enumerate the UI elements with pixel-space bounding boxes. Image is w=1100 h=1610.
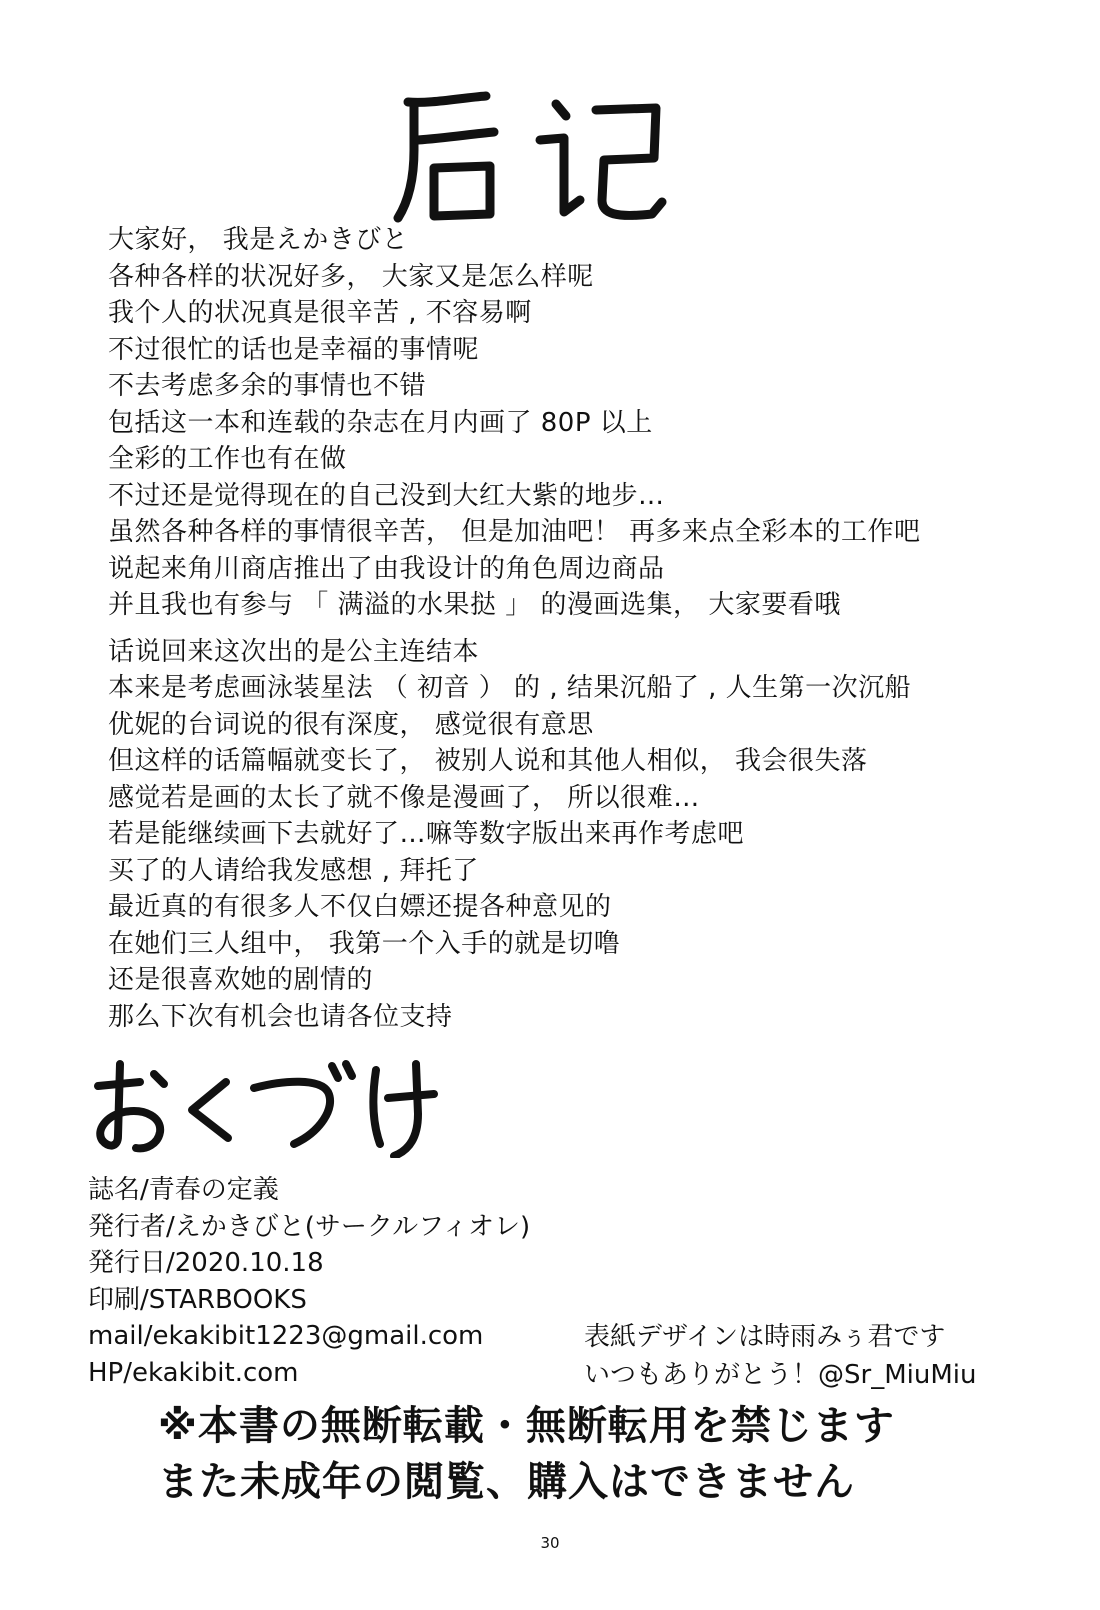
body-line: 那么下次有机会也请各位支持 xyxy=(108,1001,453,1032)
body-line: 全彩的工作也有在做 xyxy=(108,444,347,474)
body-line: 若是能继续画下去就好了…嘛等数字版出来再作考虑吧 xyxy=(108,819,745,849)
body-line: 说起来角川商店推出了由我设计的角色周边商品 xyxy=(108,553,665,584)
notice-age-restriction: また未成年の閲覧、購入はできません xyxy=(158,1459,855,1505)
body-line: 不过还是觉得现在的自己没到大红大紫的地步… xyxy=(108,480,665,511)
colophon-title: 誌名/青春の定義 xyxy=(88,1175,279,1205)
body-line: 话说回来这次出的是公主连结本 xyxy=(108,636,480,667)
cover-credit xyxy=(584,1318,976,1394)
body-line: 优妮的台词说的很有深度， 感觉很有意思 xyxy=(108,709,594,740)
colophon xyxy=(88,1172,530,1391)
body-line: 不去考虑多余的事情也不错 xyxy=(108,371,427,401)
cover-credit-thanks: いつもありがとう！@Sr_MiuMiu xyxy=(584,1360,977,1390)
body-line: 还是很喜欢她的剧情的 xyxy=(108,965,374,995)
body-line: 各种各样的状况好多， 大家又是怎么样呢 xyxy=(108,261,594,292)
afterword-body xyxy=(108,222,1028,1035)
colophon-printer: 印刷/STARBOOKS xyxy=(88,1284,307,1315)
body-line: 不过很忙的话也是幸福的事情呢 xyxy=(108,334,480,365)
body-line: 并且我也有参与 「 满溢的水果挞 」 的漫画选集， 大家要看哦 xyxy=(108,590,841,620)
okuzuke-heading xyxy=(88,1052,438,1158)
body-line: 虽然各种各样的事情很辛苦， 但是加油吧！ 再多来点全彩本的工作吧 xyxy=(108,517,921,547)
afterword-paragraph-2 xyxy=(108,634,1028,1036)
colophon-homepage: HP/ekakibit.com xyxy=(88,1357,299,1388)
body-line: 我个人的状况真是很辛苦 , 不容易啊 xyxy=(108,298,532,328)
body-line: 但这样的话篇幅就变长了， 被别人说和其他人相似， 我会很失落 xyxy=(108,746,868,776)
body-line: 感觉若是画的太长了就不像是漫画了， 所以很难… xyxy=(108,782,700,813)
notice-no-reproduction: ※本書の無断転載・無断転用を禁じます xyxy=(158,1403,895,1449)
body-line: 最近真的有很多人不仅白嫖还提各种意见的 xyxy=(108,892,612,922)
copyright-notice xyxy=(158,1398,895,1510)
colophon-date: 発行日/2020.10.18 xyxy=(88,1248,324,1278)
body-line: 本来是考虑画泳装星法 （ 初音 ） 的 , 结果沉船了 , 人生第一次沉船 xyxy=(108,673,912,703)
okuzuke-handwritten-art xyxy=(88,1052,438,1158)
body-line: 大家好， 我是えかきびと xyxy=(108,225,409,255)
cover-credit-line: 表紙デザインは時雨みぅ君です xyxy=(584,1322,946,1352)
page-number: 30 xyxy=(540,1534,560,1552)
title-handwritten-art xyxy=(390,90,690,230)
colophon-publisher: 発行者/えかきびと(サークルフィオレ) xyxy=(88,1211,531,1242)
page-title xyxy=(390,90,690,230)
body-line: 包括这一本和连载的杂志在月内画了 80P 以上 xyxy=(108,407,653,438)
colophon-mail: mail/ekakibit1223@gmail.com xyxy=(88,1321,484,1351)
body-line: 在她们三人组中， 我第一个入手的就是切噜 xyxy=(108,928,621,959)
body-line: 买了的人请给我发感想 , 拜托了 xyxy=(108,855,479,886)
afterword-paragraph-1 xyxy=(108,222,1028,624)
